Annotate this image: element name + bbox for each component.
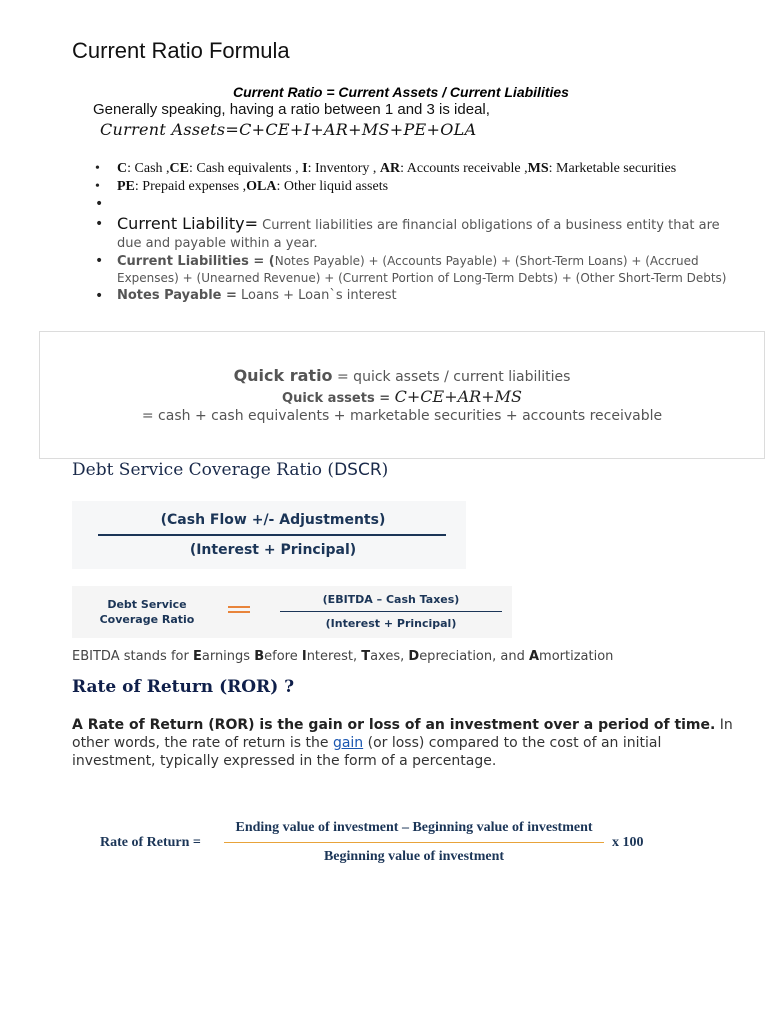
dscr-heading-close: ) — [381, 460, 389, 480]
ebitda-letter: B — [254, 649, 265, 664]
dscr-formula-image-1 — [72, 501, 466, 569]
definitions-list — [95, 160, 735, 305]
ebitda-letter: A — [528, 649, 540, 664]
dscr-heading-abbr: DSCR — [334, 460, 382, 480]
abbr-accounts-receivable: AR — [379, 161, 401, 176]
ebitda-letter: E — [192, 649, 202, 664]
def-cash: : Cash , — [127, 161, 170, 176]
ror-formula-image — [100, 818, 660, 874]
ebitda-text: nterest, — [306, 649, 362, 664]
dscr-label-line2: Coverage Ratio — [99, 613, 195, 626]
ebitda-text: mortization — [539, 649, 614, 664]
notes-payable-value: Loans + Loan`s interest — [241, 288, 397, 303]
formula-numerator: Ending value of investment – Beginning value of investment — [235, 820, 593, 835]
ebitda-text: axes, — [370, 649, 409, 664]
ebitda-letter: D — [408, 649, 420, 664]
current-liability-lead: Current Liability= — [117, 214, 258, 233]
ror-definition-text: (or loss) compared to the cost of an initial investment, typically expressed in the form of a percentage. — [72, 735, 662, 769]
page-title: Current Ratio Formula — [72, 38, 290, 63]
quick-assets-line — [40, 387, 764, 406]
quick-ratio-line — [40, 366, 764, 385]
notes-payable-label: Notes Payable = — [117, 288, 237, 303]
current-liabilities-components: Notes Payable) + (Accounts Payable) + (Short-Term Loans) + (Accrued Expenses) + (Unearned Revenue) + (Current Portion of Long-Term Debts) + (Other Short-Term Debts) — [117, 254, 727, 285]
ebitda-letter: I — [301, 649, 307, 664]
list-item — [95, 160, 735, 178]
quick-ratio-box — [39, 331, 765, 459]
list-item — [95, 178, 735, 196]
list-item — [95, 287, 735, 305]
def-prepaid-expenses: : Prepaid expenses , — [134, 179, 247, 194]
quick-assets-expanded: = cash + cash equivalents + marketable securities + accounts receivable — [141, 408, 663, 424]
list-item — [95, 215, 735, 253]
current-assets-lhs: Current Assets — [100, 120, 226, 139]
current-liability-definition: Current liabilities are financial obligations of a business entity that are due and payable within a year. — [117, 218, 720, 251]
def-inventory: : Inventory , — [307, 161, 380, 176]
ebitda-text: arnings — [201, 649, 255, 664]
formula-denominator: (Interest + Principal) — [189, 542, 357, 558]
quick-assets-math: C+CE+AR+MS — [394, 387, 522, 406]
ebitda-letter: T — [361, 649, 371, 664]
ebitda-text: EBITDA stands for — [72, 649, 193, 664]
gain-link[interactable]: gain — [332, 735, 364, 751]
ror-heading: Rate of Return (ROR) ? — [72, 677, 295, 697]
ideal-ratio-note: Generally speaking, having a ratio between 1 and 3 is ideal, — [93, 101, 490, 118]
formula-denominator: (Interest + Principal) — [325, 617, 457, 630]
fraction-bar — [98, 534, 446, 536]
def-other-liquid-assets: : Other liquid assets — [276, 179, 389, 194]
equals-sign — [228, 606, 250, 616]
quick-ratio-label: Quick ratio — [233, 366, 333, 385]
abbr-prepaid-expenses: PE — [117, 179, 135, 194]
current-assets-equation — [100, 120, 476, 139]
quick-ratio-formula: = quick assets / current liabilities — [337, 369, 571, 385]
def-cash-equivalents: : Cash equivalents , — [188, 161, 303, 176]
current-ratio-formula: Current Ratio = Current Assets / Current Liabilities — [233, 84, 569, 100]
current-assets-rhs: =C+CE+I+AR+MS+PE+OLA — [225, 120, 477, 139]
formula-denominator: Beginning value of investment — [323, 849, 505, 864]
abbr-cash-equivalents: CE — [169, 161, 189, 176]
ebitda-note — [72, 649, 613, 664]
dscr-label — [82, 597, 212, 627]
dscr-heading-text: Debt Service Coverage Ratio ( — [72, 460, 335, 480]
ror-definition-bold: A Rate of Return (ROR) is the gain or loss of an investment over a period of time. — [72, 717, 716, 733]
ror-formula-label: Rate of Return = — [100, 835, 201, 850]
dscr-heading — [72, 460, 388, 480]
formula-multiplier: x 100 — [612, 835, 644, 850]
ebitda-text: epreciation, and — [419, 649, 529, 664]
fraction-bar — [224, 842, 604, 843]
abbr-marketable-securities: MS — [527, 161, 549, 176]
dscr-label-line1: Debt Service — [107, 598, 187, 611]
def-accounts-receivable: : Accounts receivable , — [400, 161, 528, 176]
quick-assets-label: Quick assets = — [282, 391, 391, 406]
list-item — [95, 253, 735, 287]
abbr-cash: C — [117, 161, 128, 176]
ebitda-text: efore — [264, 649, 302, 664]
current-liabilities-label: Current Liabilities = ( — [117, 254, 275, 269]
ror-definition-text: In other words, the rate of return is the — [72, 717, 733, 751]
abbr-inventory: I — [302, 161, 308, 176]
fraction-bar — [280, 611, 502, 612]
empty-list-item — [95, 196, 735, 213]
dscr-formula-image-2 — [72, 586, 512, 638]
def-marketable-securities: : Marketable securities — [548, 161, 677, 176]
formula-numerator: (EBITDA – Cash Taxes) — [322, 593, 460, 606]
abbr-other-liquid-assets: OLA — [246, 179, 277, 194]
formula-numerator: (Cash Flow +/- Adjustments) — [160, 512, 386, 528]
ror-definition — [72, 716, 744, 770]
